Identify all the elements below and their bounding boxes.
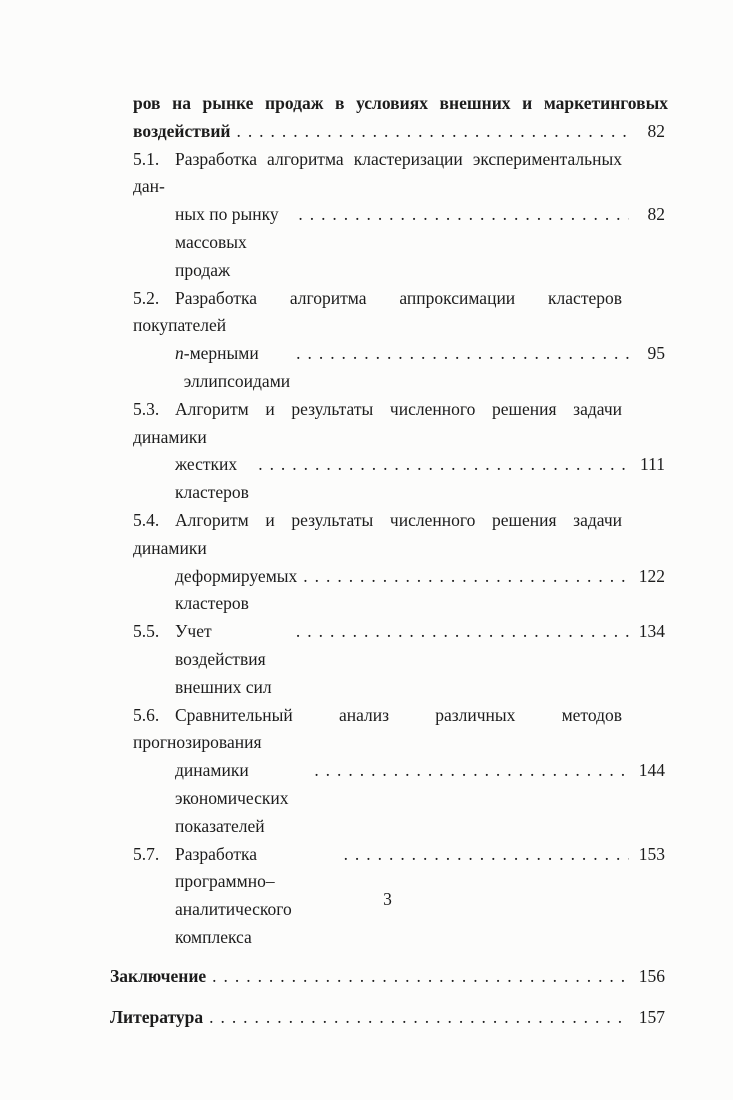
entry-number: 5.5.	[133, 621, 160, 642]
toc-entry-5-6	[110, 702, 665, 841]
entry-title: Разработка алгоритма аппроксимации кластеров покупателей	[133, 287, 622, 336]
page-ref: 122	[638, 565, 665, 586]
dot-leader	[209, 1004, 629, 1032]
chapter-title-line2-row	[133, 118, 665, 146]
page-ref: 144	[638, 760, 665, 781]
page-ref: 153	[638, 843, 665, 864]
page-ref: 156	[638, 965, 665, 986]
entry-title: Разработка программно–аналитического комплекса	[175, 843, 292, 947]
entry-title-continuation: динамики экономических показателей	[175, 760, 289, 836]
entry-math-variable: n	[175, 343, 184, 364]
chapter-title-line1: ров на рынке продаж в условиях внешних и маркетинговых	[133, 93, 668, 113]
page-ref: 134	[638, 621, 665, 642]
entry-title-continuation: деформируемых кластеров	[175, 565, 298, 614]
dot-leader	[258, 451, 629, 479]
backmatter-label: Заключение	[110, 965, 207, 986]
entry-number: 5.4.	[133, 509, 160, 530]
dot-leader	[303, 563, 629, 591]
toc-entry-bibliography	[110, 1004, 665, 1032]
toc-entry-5-2	[110, 285, 665, 396]
chapter-title-continuation	[110, 90, 668, 146]
chapter-title-line2: воздействий	[133, 120, 231, 141]
entry-line2-row	[175, 563, 665, 619]
toc-entry-5-4	[110, 507, 665, 618]
toc-entry-5-1	[110, 146, 665, 285]
page-ref: 82	[647, 204, 665, 225]
entry-title-continuation: жестких кластеров	[175, 454, 249, 503]
entry-number: 5.6.	[133, 704, 160, 725]
entry-line1-row	[133, 507, 622, 563]
entry-title: Разработка алгоритма кластеризации экспериментальных дан-	[133, 148, 622, 197]
page-ref: 111	[640, 454, 665, 475]
entry-title-continuation: ных по рынку массовых продаж	[175, 204, 279, 280]
dot-leader	[212, 963, 629, 991]
entry-number: 5.2.	[133, 287, 160, 308]
dot-leader	[314, 757, 629, 785]
dot-leader	[236, 118, 629, 146]
page-number: 3	[383, 889, 392, 909]
page-ref: 82	[647, 120, 665, 141]
toc-entry-5-3	[110, 396, 665, 507]
entry-number: 5.1.	[133, 148, 160, 169]
entry-line1-row	[133, 618, 665, 701]
page-ref: 95	[647, 343, 665, 364]
entry-line1-row	[133, 396, 622, 452]
entry-number: 5.7.	[133, 843, 160, 864]
backmatter-label: Литература	[110, 1006, 204, 1027]
entry-line2-row	[175, 757, 665, 840]
dot-leader	[296, 618, 629, 646]
entry-line2-row	[175, 201, 665, 284]
toc-entry-5-5	[110, 618, 665, 701]
entry-title: Алгоритм и результаты численного решения задачи динамики	[133, 398, 622, 447]
entry-line1-row	[133, 285, 622, 341]
entry-title-continuation: -мерными эллипсоидами	[183, 343, 291, 391]
dot-leader	[344, 841, 629, 869]
entry-title: Алгоритм и результаты численного решения задачи динамики	[133, 509, 622, 558]
entry-line2-row	[175, 451, 665, 507]
dot-leader	[298, 201, 629, 229]
entry-number: 5.3.	[133, 398, 160, 419]
entry-line1-row	[133, 702, 622, 758]
dot-leader	[296, 340, 629, 368]
toc-entry-conclusion	[110, 963, 665, 991]
entry-title: Учет воздействия внешних сил	[175, 621, 272, 697]
entry-title: Сравнительный анализ различных методов прогнозирования	[133, 704, 622, 753]
page-ref: 157	[638, 1006, 665, 1027]
entry-line1-row	[133, 146, 622, 202]
entry-line2-row	[175, 340, 665, 396]
